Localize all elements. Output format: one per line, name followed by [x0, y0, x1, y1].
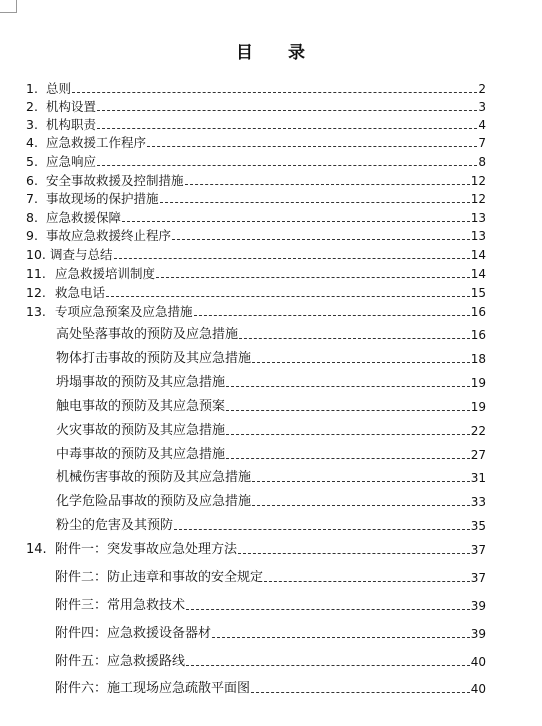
toc-entry-number: 4. [26, 135, 38, 150]
toc-entry-label: 粉尘的危害及其预防 [56, 518, 174, 533]
toc-leader-line [226, 385, 470, 387]
toc-entry-label: 物体打击事故的预防及其应急措施 [56, 351, 252, 366]
title-char-1: 目 [236, 43, 254, 63]
toc-entry-page: 40 [470, 682, 486, 696]
toc-entry[interactable] [26, 326, 486, 342]
toc-entry-page: 12 [470, 192, 486, 206]
toc-leader-line [212, 636, 470, 638]
toc-entry-page: 27 [470, 448, 486, 462]
toc-entry-page: 31 [470, 471, 486, 485]
toc-entry-label: 专项应急预案及应急措施 [55, 304, 193, 319]
toc-entry-number: 1. [26, 81, 38, 96]
toc-leader-line [97, 109, 477, 111]
toc-entry-page: 16 [470, 305, 486, 319]
toc-leader-line [186, 608, 470, 610]
toc-entry-page: 19 [470, 376, 486, 390]
toc-entry[interactable] [26, 597, 486, 613]
toc-entry-page: 39 [470, 599, 486, 613]
toc-entry[interactable] [26, 153, 486, 169]
toc-entry-page: 12 [470, 174, 486, 188]
toc-leader-line [194, 314, 470, 316]
toc-entry-page: 14 [470, 248, 486, 262]
toc-entry-page: 4 [478, 118, 486, 132]
toc-entry-page: 15 [470, 286, 486, 300]
toc-entry-label: 附件六：施工现场应急疏散平面图 [55, 681, 251, 696]
toc-entry[interactable] [26, 246, 486, 262]
toc-leader-line [114, 257, 470, 259]
toc-leader-line [122, 220, 470, 222]
toc-entry-page: 2 [478, 82, 486, 96]
toc-entry-number: 7. [26, 191, 38, 206]
toc-entry-number: 9. [26, 228, 38, 243]
toc-leader-line [252, 480, 470, 482]
toc-entry-page: 18 [470, 352, 486, 366]
toc-entry[interactable] [26, 134, 486, 150]
toc-entry-label: 触电事故的预防及其应急预案 [56, 399, 226, 414]
toc-entry-label: 坍塌事故的预防及其应急措施 [56, 375, 226, 390]
toc-leader-line [174, 528, 470, 530]
toc-entry-page: 13 [470, 229, 486, 243]
toc-entry-label: 安全事故救援及控制措施 [46, 173, 184, 188]
toc-entry[interactable] [26, 227, 486, 243]
toc-leader-line [185, 183, 470, 185]
toc-leader-line [172, 238, 470, 240]
toc-entry-label: 事故现场的保护措施 [46, 191, 159, 206]
toc-entry-page: 7 [478, 136, 486, 150]
toc-entry[interactable] [26, 284, 486, 300]
toc-leader-line [252, 361, 470, 363]
toc-leader-line [72, 91, 477, 93]
toc-entry-page: 3 [478, 100, 486, 114]
toc-entry[interactable] [26, 172, 486, 188]
toc-leader-line [160, 201, 470, 203]
toc-entry[interactable] [26, 541, 486, 557]
toc-leader-line [252, 504, 470, 506]
toc-entry-label: 应急救援工作程序 [46, 135, 147, 150]
toc-leader-line [226, 433, 470, 435]
toc-entry-label: 附件二：防止违章和事故的安全规定 [55, 570, 264, 585]
toc-entry-label: 机构职责 [46, 117, 97, 132]
toc-entry[interactable] [26, 569, 486, 585]
toc-leader-line [226, 409, 470, 411]
toc-entry-number: 3. [26, 117, 38, 132]
toc-entry-number: 6. [26, 173, 38, 188]
toc-entry-label: 化学危险品事故的预防及应急措施 [56, 494, 252, 509]
toc-leader-line [226, 457, 470, 459]
toc-leader-line [156, 276, 470, 278]
toc-entry-label: 附件三：常用急救技术 [55, 598, 186, 613]
toc-entry-page: 13 [470, 211, 486, 225]
toc-entry[interactable] [26, 116, 486, 132]
toc-entry-page: 37 [470, 571, 486, 585]
toc-entry[interactable] [26, 98, 486, 114]
toc-entry[interactable] [26, 446, 486, 462]
toc-entry-label: 调查与总结 [50, 247, 113, 262]
toc-entry-page: 33 [470, 495, 486, 509]
toc-entry-label: 应急救援培训制度 [55, 266, 156, 281]
toc-entry-number: 10. [26, 247, 46, 262]
toc-leader-line [97, 127, 477, 129]
toc-entry[interactable] [26, 80, 486, 96]
toc-entry[interactable] [26, 517, 486, 533]
toc-entry-page: 40 [470, 655, 486, 669]
toc-entry[interactable] [26, 303, 486, 319]
toc-entry-label: 机构设置 [46, 99, 97, 114]
toc-entry[interactable] [26, 625, 486, 641]
toc-leader-line [186, 664, 470, 666]
toc-entry-page: 16 [470, 328, 486, 342]
toc-entry-label: 机械伤害事故的预防及其应急措施 [56, 470, 252, 485]
toc-entry-number: 12. [26, 285, 46, 300]
toc-entry-label: 附件一：突发事故应急处理方法 [55, 542, 238, 557]
toc-entry-number: 2. [26, 99, 38, 114]
toc-entry-label: 火灾事故的预防及其应急措施 [56, 423, 226, 438]
title-char-2: 录 [288, 43, 306, 63]
toc-entry-label: 事故应急救援终止程序 [46, 228, 172, 243]
toc-entry-label: 应急响应 [46, 154, 97, 169]
toc-leader-line [106, 295, 470, 297]
toc-entry-number: 14. [26, 542, 47, 557]
toc-entry[interactable] [26, 469, 486, 485]
toc-leader-line [147, 145, 477, 147]
toc-entry-page: 39 [470, 627, 486, 641]
toc-leader-line [264, 580, 470, 582]
toc-entry-number: 8. [26, 210, 38, 225]
toc-entry-page: 19 [470, 400, 486, 414]
toc-entry-page: 14 [470, 267, 486, 281]
toc-entry[interactable] [26, 493, 486, 509]
toc-entry[interactable] [26, 398, 486, 414]
toc-leader-line [251, 691, 470, 693]
toc-entry[interactable] [26, 209, 486, 225]
toc-entry[interactable] [26, 350, 486, 366]
toc-entry[interactable] [26, 422, 486, 438]
toc-entry-label: 总则 [46, 81, 72, 96]
toc-entry[interactable] [26, 190, 486, 206]
toc-entry-label: 救急电话 [55, 285, 106, 300]
toc-entry-label: 附件四：应急救援设备器材 [55, 626, 212, 641]
toc-entry[interactable] [26, 265, 486, 281]
toc-entry-label: 附件五：应急救援路线 [55, 654, 186, 669]
toc-entry-label: 应急救援保障 [46, 210, 122, 225]
toc-entry[interactable] [26, 374, 486, 390]
toc-entry-label: 高处坠落事故的预防及应急措施 [56, 327, 239, 342]
toc-entry-number: 5. [26, 154, 38, 169]
toc-entry-page: 22 [470, 424, 486, 438]
toc-entry-number: 11. [26, 266, 46, 281]
toc-entry-number: 13. [26, 304, 46, 319]
toc-entry-page: 35 [470, 519, 486, 533]
toc-leader-line [97, 164, 477, 166]
toc-leader-line [239, 337, 470, 339]
toc-entry[interactable] [26, 680, 486, 696]
toc-leader-line [238, 552, 470, 554]
toc-entry-page: 8 [478, 155, 486, 169]
toc-entry-page: 37 [470, 543, 486, 557]
toc-entry-label: 中毒事故的预防及其应急措施 [56, 447, 226, 462]
toc-entry[interactable] [26, 653, 486, 669]
